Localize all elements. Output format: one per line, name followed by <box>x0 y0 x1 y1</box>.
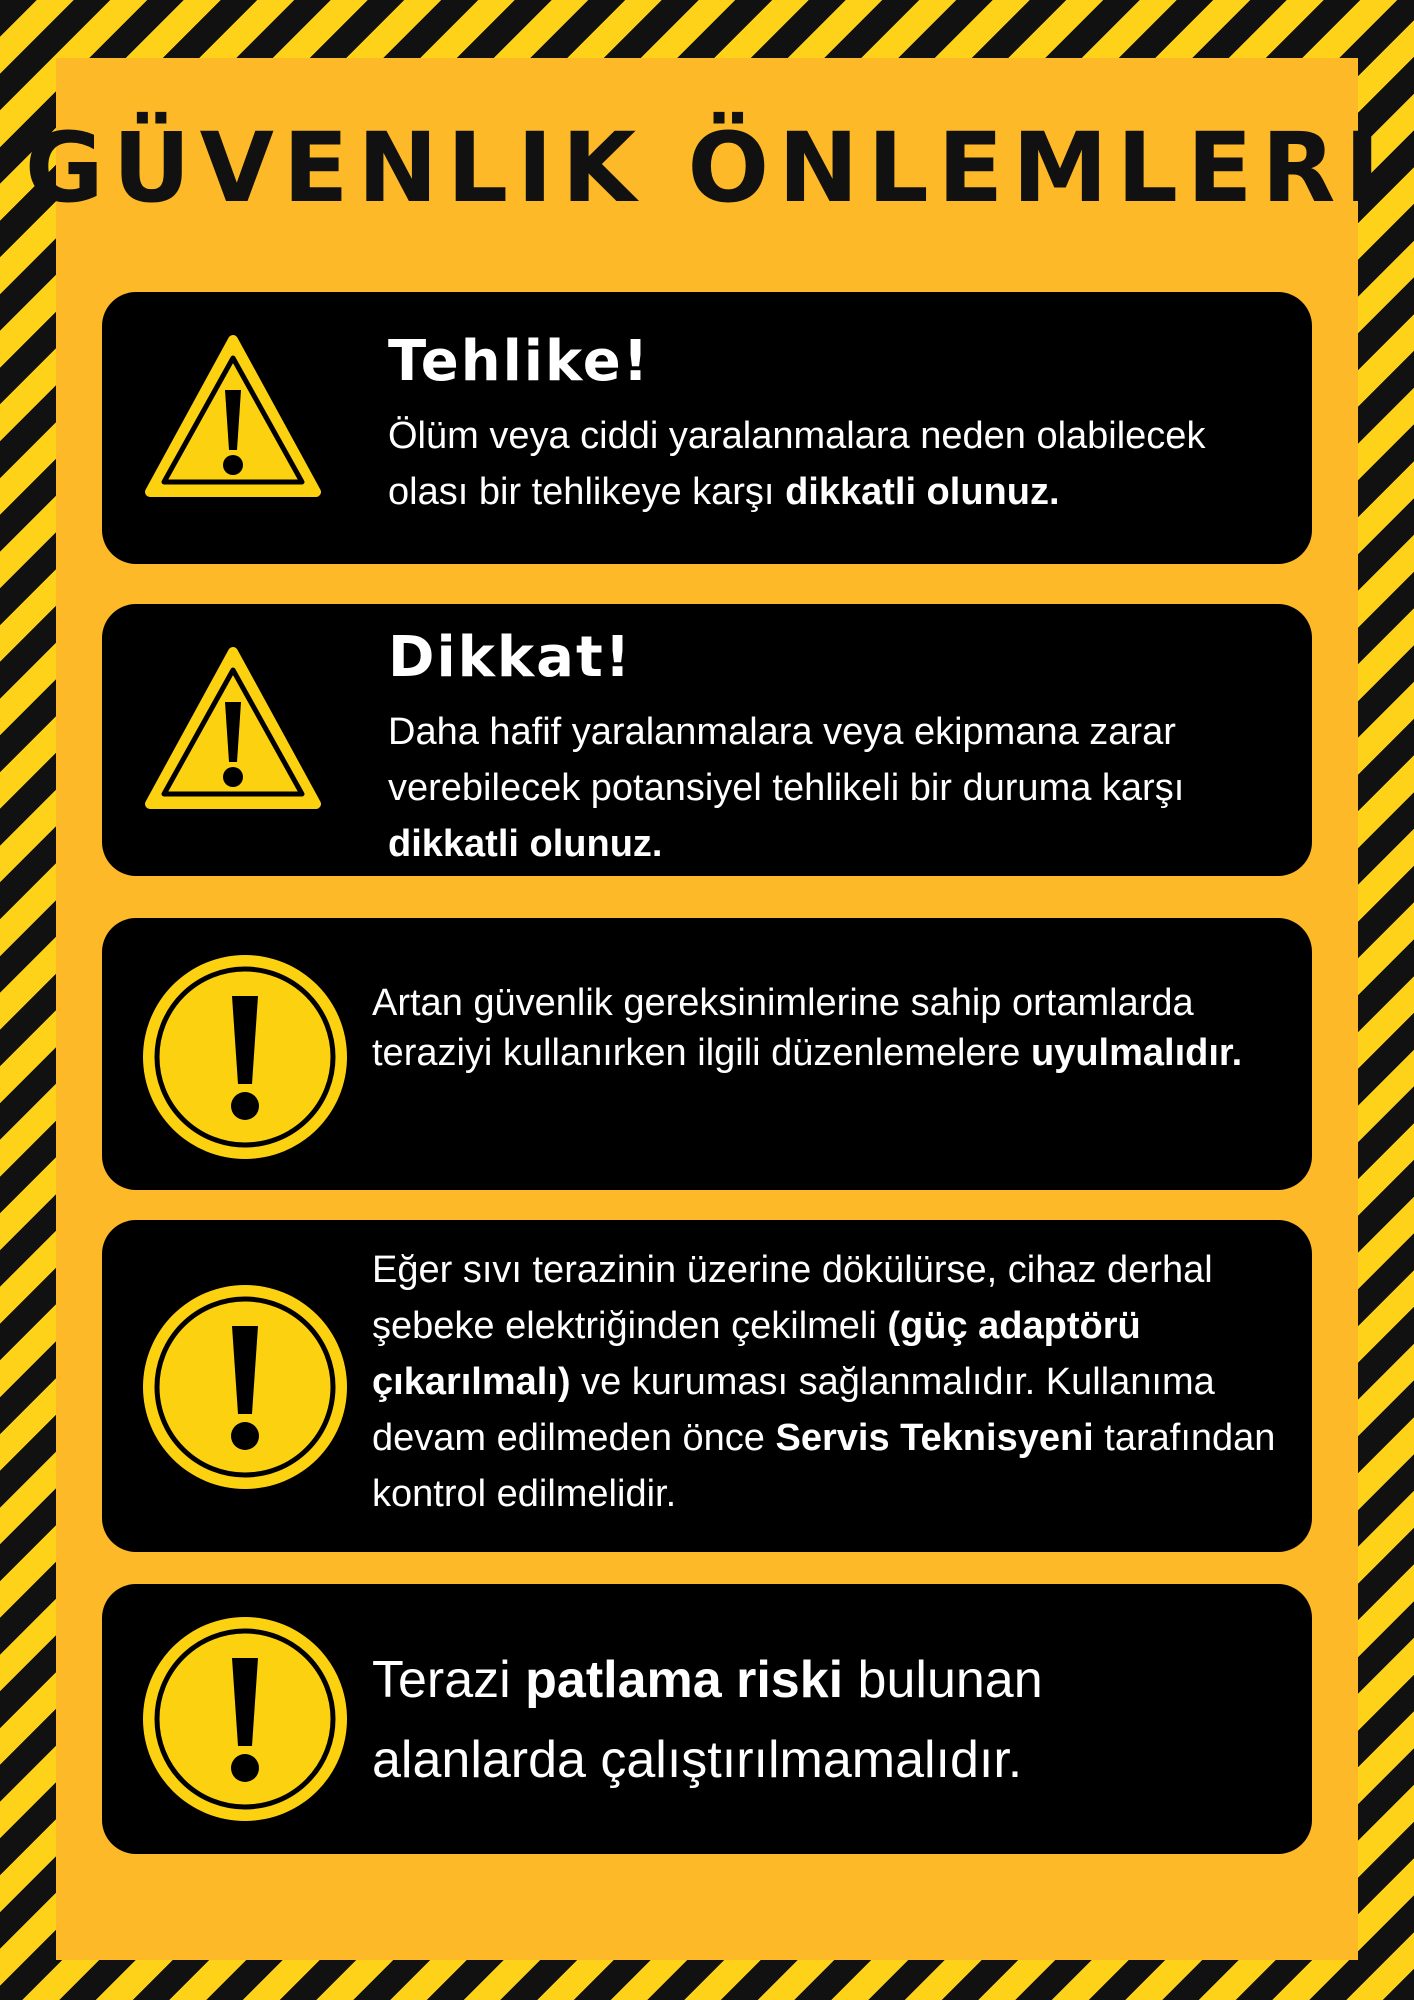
regulations-text <box>372 978 1292 1078</box>
page-title: GÜVENLIK ÖNLEMLERI <box>24 112 1390 224</box>
danger-text <box>388 408 1288 520</box>
danger-card <box>102 292 1312 564</box>
caution-text-bold: dikkatli olunuz. <box>388 823 663 865</box>
liquid-spill-card <box>102 1220 1312 1552</box>
liquid-spill-text-regular-1: Eğer sıvı terazinin üzerine dökülürse, cihaz derhal şebeke elektriğinden çekilmeli <box>372 1249 1213 1347</box>
liquid-spill-text <box>372 1242 1292 1522</box>
danger-heading: Tehlike! <box>388 329 651 394</box>
explosion-risk-card-content <box>372 1640 1132 1800</box>
explosion-risk-text <box>372 1640 1132 1800</box>
liquid-spill-text-bold-2: Servis Teknisyeni <box>775 1417 1094 1459</box>
warning-triangle-icon <box>144 646 322 812</box>
regulations-text-regular: Artan güvenlik gereksinimlerine sahip ortamlarda teraziyi kullanırken ilgili düzenlemelere <box>372 982 1194 1074</box>
explosion-risk-text-regular-2: bulunan alanlarda çalıştırılmamalıdır. <box>372 1651 1043 1789</box>
explosion-risk-text-bold: patlama riski <box>525 1651 844 1709</box>
warning-triangle-icon <box>144 334 322 500</box>
explosion-risk-text-regular-1: Terazi <box>372 1651 526 1709</box>
liquid-spill-card-content <box>372 1242 1292 1522</box>
caution-text-regular: Daha hafif yaralanmalara veya ekipmana zarar verebilecek potansiyel tehlikeli bir duruma karşı <box>388 711 1185 809</box>
caution-heading: Dikkat! <box>388 625 633 690</box>
danger-card-content <box>388 329 1288 520</box>
danger-text-bold: dikkatli olunuz. <box>785 471 1060 513</box>
liquid-spill-text-regular-3: tarafından kontrol edilmelidir. <box>372 1417 1276 1515</box>
exclamation-circle-icon <box>140 1614 350 1824</box>
danger-text-regular: Ölüm veya ciddi yaralanmalara neden olabilecek olası bir tehlikeye karşı <box>388 415 1206 513</box>
exclamation-circle-icon <box>140 1282 350 1492</box>
regulations-text-bold: uyulmalıdır. <box>1030 1032 1243 1074</box>
regulations-card-content <box>372 978 1292 1078</box>
liquid-spill-text-regular-2: ve kuruması sağlanmalıdır. Kullanıma devam edilmeden önce <box>372 1361 1215 1459</box>
explosion-risk-card <box>102 1584 1312 1854</box>
exclamation-circle-icon <box>140 952 350 1162</box>
liquid-spill-text-bold-1: (güç adaptörü çıkarılmalı) <box>372 1305 1141 1403</box>
caution-card-content <box>388 625 1268 872</box>
caution-text <box>388 704 1268 872</box>
regulations-card <box>102 918 1312 1190</box>
caution-card <box>102 604 1312 876</box>
